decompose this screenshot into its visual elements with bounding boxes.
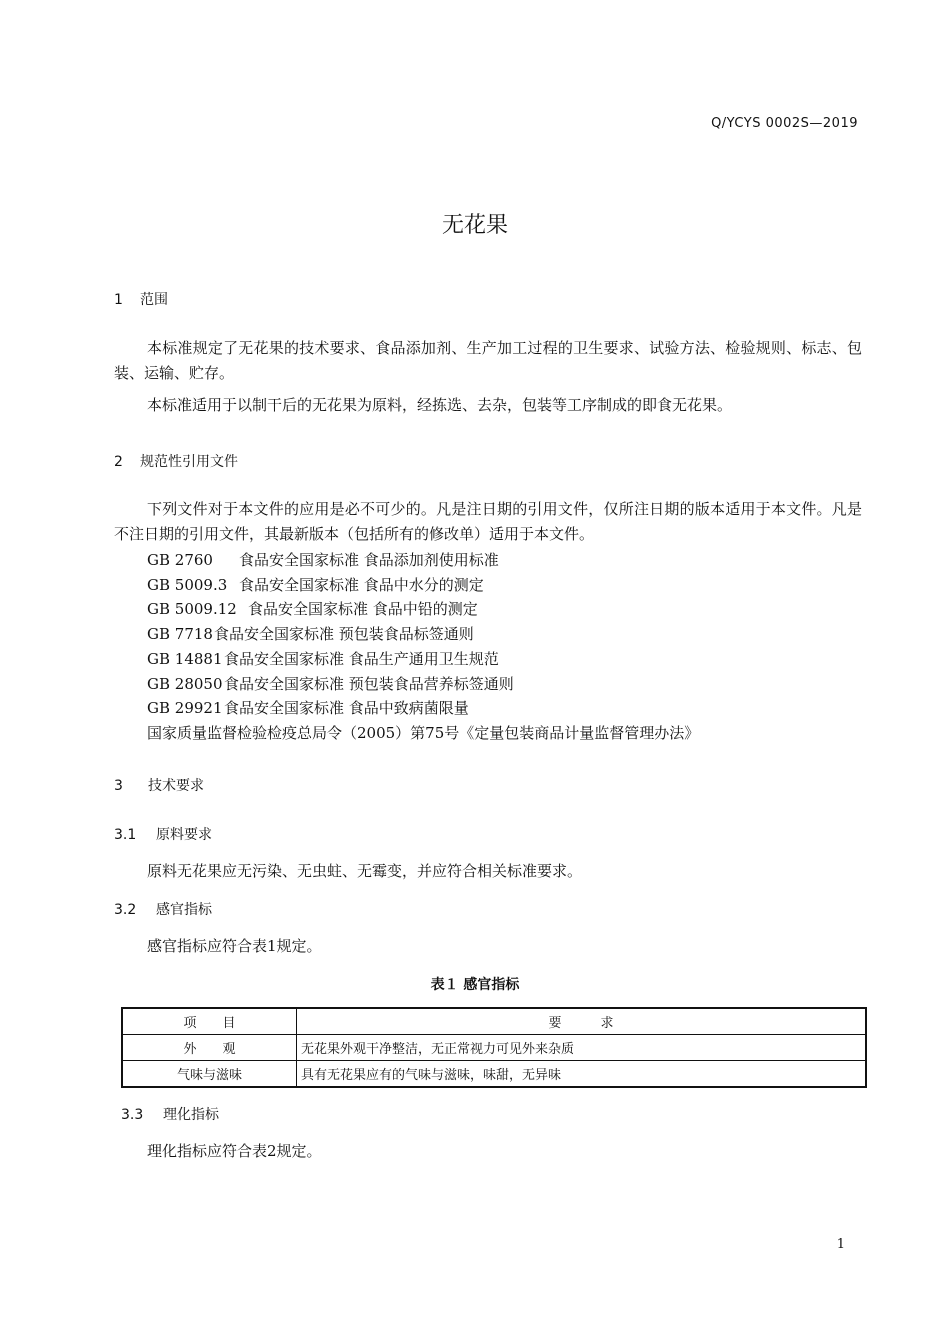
sensory-table [121,1007,867,1088]
document-code: Q/YCYS 0002S—2019 [711,116,858,131]
section-title: 原料要求 [156,827,212,843]
page-number: 1 [836,1237,845,1252]
table-header-row [122,1008,866,1035]
table-row [122,1061,866,1088]
reference-name: 食品安全国家标准 食品中铅的测定 [248,600,478,618]
section-3-3-paragraph: 理化指标应符合表2规定。 [147,1142,322,1160]
reference-item [147,598,478,619]
table-caption: 表１ 感官指标 [430,977,520,993]
reference-code: GB 2760 [147,551,213,569]
section-number: 1 [114,292,123,308]
section-2-paragraph-1: 下列文件对于本文件的应用是必不可少的。凡是注日期的引用文件，仅所注日期的版本适用于本文件。凡是不注日期的引用文件，其最新版本（包括所有的修改单）适用于本文件。 [114,500,862,543]
table-cell-item: 外 观 [122,1035,297,1061]
section-3-1-paragraph: 原料无花果应无污染、无虫蛀、无霉变，并应符合相关标准要求。 [147,862,583,880]
section-title: 范围 [140,292,168,308]
table-cell-item: 气味与滋味 [122,1061,297,1088]
reference-code: GB 29921 [147,699,223,717]
table-header-requirement: 要 求 [297,1008,867,1035]
table-row [122,1035,866,1061]
section-3-3-heading [121,1104,219,1124]
section-2-heading [114,451,238,471]
reference-name: 食品安全国家标准 食品中水分的测定 [239,576,484,594]
section-number: 3.2 [114,902,137,918]
table-cell-requirement: 无花果外观干净整洁，无正常视力可见外来杂质 [297,1035,867,1061]
reference-order: 国家质量监督检验检疫总局令（2005）第75号《定量包装商品计量监督管理办法》 [147,724,700,742]
section-3-1-heading [114,824,212,844]
section-title: 感官指标 [156,902,212,918]
reference-name: 食品安全国家标准 食品添加剂使用标准 [239,551,499,569]
reference-item [147,648,499,669]
section-number: 3 [114,778,123,794]
section-3-heading [114,775,204,795]
reference-item [147,623,474,644]
reference-code: GB 7718 [147,625,213,643]
reference-name: 食品安全国家标准 预包装食品营养标签通则 [224,675,514,693]
section-1-heading [114,289,168,309]
section-3-2-heading [114,899,212,919]
reference-name: 食品安全国家标准 食品生产通用卫生规范 [224,650,499,668]
section-number: 3.1 [114,827,137,843]
reference-item [147,673,514,694]
section-title: 规范性引用文件 [140,454,238,470]
reference-item [147,574,484,595]
reference-item [147,549,499,570]
reference-code: GB 14881 [147,650,223,668]
reference-code: GB 5009.12 [147,600,237,618]
reference-name: 食品安全国家标准 食品中致病菌限量 [224,699,469,717]
section-title: 技术要求 [148,778,204,794]
reference-name: 食品安全国家标准 预包装食品标签通则 [214,625,474,643]
section-3-2-paragraph: 感官指标应符合表1规定。 [147,937,322,955]
table-header-item: 项 目 [122,1008,297,1035]
table-cell-requirement: 具有无花果应有的气味与滋味，味甜，无异味 [297,1061,867,1088]
document-title: 无花果 [441,213,508,238]
section-number: 3.3 [121,1107,144,1123]
reference-code: GB 28050 [147,675,223,693]
section-title: 理化指标 [163,1107,219,1123]
reference-item [147,697,469,718]
section-1-paragraph-2: 本标准适用于以制干后的无花果为原料，经拣选、去杂，包装等工序制成的即食无花果。 [147,396,733,414]
section-number: 2 [114,454,123,470]
reference-code: GB 5009.3 [147,576,228,594]
section-1-paragraph-1: 本标准规定了无花果的技术要求、食品添加剂、生产加工过程的卫生要求、试验方法、检验规则、标志、包装、运输、贮存。 [114,339,862,382]
